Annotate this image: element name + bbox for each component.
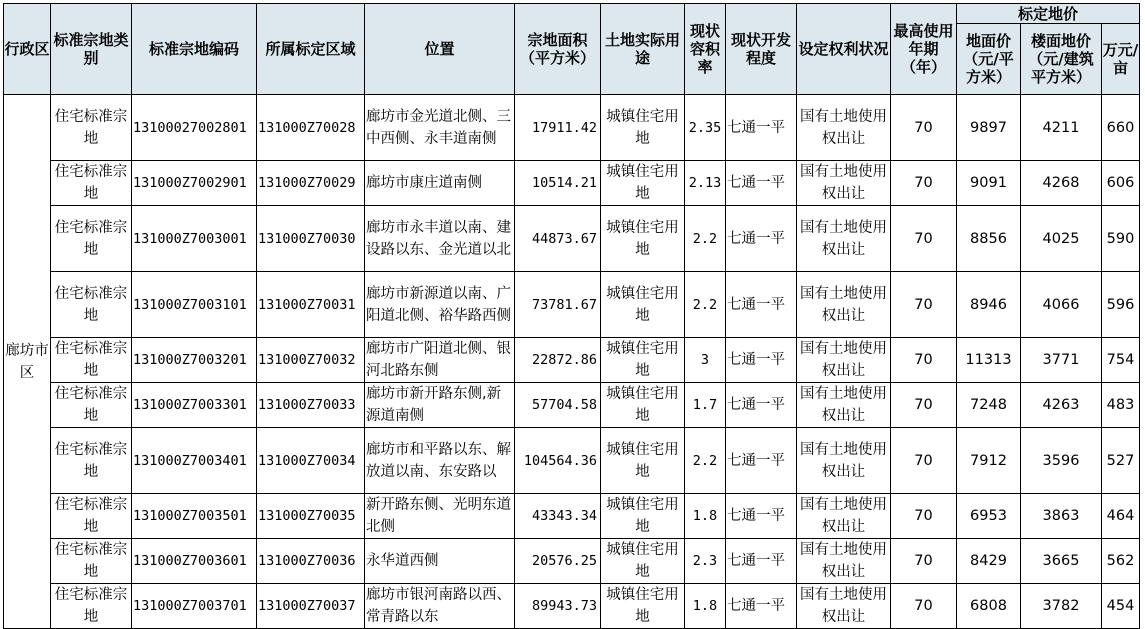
cell-district: 廊坊市区	[4, 95, 51, 629]
cell-category: 住宅标准宗地	[51, 584, 132, 629]
cell-dev: 七通一平	[726, 383, 797, 428]
cell-location: 廊坊市和平路以东、解放道以南、东安路以	[365, 428, 515, 494]
header-district: 行政区	[4, 4, 51, 95]
cell-dev: 七通一平	[726, 494, 797, 539]
cell-dev: 七通一平	[726, 539, 797, 584]
cell-floor-price: 3596	[1021, 428, 1102, 494]
cell-zone: 131000Z70033	[257, 383, 365, 428]
cell-rights: 国有土地使用权出让	[797, 494, 891, 539]
cell-dev: 七通一平	[726, 584, 797, 629]
table-header	[4, 4, 1140, 95]
cell-land-price: 7248	[957, 383, 1021, 428]
cell-location: 廊坊市金光道北侧、三中西侧、永丰道南侧	[365, 95, 515, 161]
cell-far: 2.3	[685, 539, 726, 584]
cell-category: 住宅标准宗地	[51, 383, 132, 428]
cell-rights: 国有土地使用权出让	[797, 428, 891, 494]
cell-floor-price: 3665	[1021, 539, 1102, 584]
cell-zone: 131000Z70037	[257, 584, 365, 629]
cell-code: 131000Z7003701	[132, 584, 257, 629]
cell-rights: 国有土地使用权出让	[797, 539, 891, 584]
cell-term: 70	[891, 383, 957, 428]
cell-category: 住宅标准宗地	[51, 206, 132, 272]
cell-floor-price: 3782	[1021, 584, 1102, 629]
cell-rights: 国有土地使用权出让	[797, 584, 891, 629]
cell-far: 2.2	[685, 206, 726, 272]
cell-mu-price: 596	[1102, 272, 1140, 338]
cell-area: 104564.36	[515, 428, 601, 494]
cell-far: 2.13	[685, 161, 726, 206]
cell-dev: 七通一平	[726, 161, 797, 206]
cell-use: 城镇住宅用地	[601, 161, 685, 206]
cell-mu-price: 454	[1102, 584, 1140, 629]
cell-rights: 国有土地使用权出让	[797, 338, 891, 383]
cell-location: 廊坊市广阳道北侧、银河北路东侧	[365, 338, 515, 383]
table-row	[4, 383, 1140, 428]
cell-area: 22872.86	[515, 338, 601, 383]
cell-far: 2.2	[685, 272, 726, 338]
cell-location: 廊坊市康庄道南侧	[365, 161, 515, 206]
table-row	[4, 338, 1140, 383]
cell-far: 2.2	[685, 428, 726, 494]
cell-land-price: 7912	[957, 428, 1021, 494]
cell-floor-price: 4263	[1021, 383, 1102, 428]
cell-location: 新开路东侧、光明东道北侧	[365, 494, 515, 539]
cell-term: 70	[891, 539, 957, 584]
cell-term: 70	[891, 428, 957, 494]
cell-area: 89943.73	[515, 584, 601, 629]
cell-area: 44873.67	[515, 206, 601, 272]
cell-category: 住宅标准宗地	[51, 428, 132, 494]
cell-category: 住宅标准宗地	[51, 272, 132, 338]
cell-code: 13100027002801	[132, 95, 257, 161]
cell-mu-price: 483	[1102, 383, 1140, 428]
cell-area: 20576.25	[515, 539, 601, 584]
table-row	[4, 95, 1140, 161]
cell-code: 131000Z7002901	[132, 161, 257, 206]
table-row	[4, 428, 1140, 494]
cell-location: 廊坊市新源道以南、广阳道北侧、裕华路西侧	[365, 272, 515, 338]
cell-floor-price: 4211	[1021, 95, 1102, 161]
cell-category: 住宅标准宗地	[51, 494, 132, 539]
cell-far: 1.7	[685, 383, 726, 428]
cell-rights: 国有土地使用权出让	[797, 383, 891, 428]
cell-dev: 七通一平	[726, 206, 797, 272]
cell-rights: 国有土地使用权出让	[797, 161, 891, 206]
cell-use: 城镇住宅用地	[601, 494, 685, 539]
cell-far: 1.8	[685, 494, 726, 539]
cell-code: 131000Z7003001	[132, 206, 257, 272]
cell-category: 住宅标准宗地	[51, 95, 132, 161]
cell-land-price: 6953	[957, 494, 1021, 539]
cell-code: 131000Z7003101	[132, 272, 257, 338]
cell-rights: 国有土地使用权出让	[797, 95, 891, 161]
cell-location: 廊坊市永丰道以南、建设路以东、金光道以北	[365, 206, 515, 272]
cell-rights: 国有土地使用权出让	[797, 206, 891, 272]
cell-term: 70	[891, 161, 957, 206]
cell-mu-price: 606	[1102, 161, 1140, 206]
header-code: 标准宗地编码	[132, 4, 257, 95]
cell-dev: 七通一平	[726, 95, 797, 161]
table-row	[4, 539, 1140, 584]
cell-use: 城镇住宅用地	[601, 584, 685, 629]
cell-term: 70	[891, 584, 957, 629]
header-area: 宗地面积（平方米）	[515, 4, 601, 95]
table-row	[4, 206, 1140, 272]
cell-use: 城镇住宅用地	[601, 272, 685, 338]
cell-land-price: 6808	[957, 584, 1021, 629]
cell-mu-price: 660	[1102, 95, 1140, 161]
cell-location: 廊坊市新开路东侧,新源道南侧	[365, 383, 515, 428]
cell-zone: 131000Z70031	[257, 272, 365, 338]
header-rights: 设定权利状况	[797, 4, 891, 95]
header-price-group: 标定地价	[957, 4, 1140, 24]
cell-category: 住宅标准宗地	[51, 161, 132, 206]
cell-code: 131000Z7003201	[132, 338, 257, 383]
cell-mu-price: 590	[1102, 206, 1140, 272]
cell-dev: 七通一平	[726, 338, 797, 383]
cell-zone: 131000Z70029	[257, 161, 365, 206]
cell-floor-price: 4268	[1021, 161, 1102, 206]
cell-floor-price: 3863	[1021, 494, 1102, 539]
cell-floor-price: 4025	[1021, 206, 1102, 272]
table-row	[4, 494, 1140, 539]
cell-category: 住宅标准宗地	[51, 338, 132, 383]
header-location: 位置	[365, 4, 515, 95]
cell-rights: 国有土地使用权出让	[797, 272, 891, 338]
cell-use: 城镇住宅用地	[601, 95, 685, 161]
cell-far: 1.8	[685, 584, 726, 629]
cell-dev: 七通一平	[726, 272, 797, 338]
table-body	[4, 95, 1140, 629]
cell-code: 131000Z7003401	[132, 428, 257, 494]
cell-zone: 131000Z70028	[257, 95, 365, 161]
header-category: 标准宗地类别	[51, 4, 132, 95]
header-land-price: 地面价（元/平方米）	[957, 24, 1021, 95]
table-row	[4, 161, 1140, 206]
cell-use: 城镇住宅用地	[601, 206, 685, 272]
cell-land-price: 9091	[957, 161, 1021, 206]
cell-mu-price: 464	[1102, 494, 1140, 539]
cell-area: 17911.42	[515, 95, 601, 161]
cell-zone: 131000Z70034	[257, 428, 365, 494]
cell-use: 城镇住宅用地	[601, 428, 685, 494]
cell-land-price: 8429	[957, 539, 1021, 584]
header-zone: 所属标定区域	[257, 4, 365, 95]
cell-use: 城镇住宅用地	[601, 539, 685, 584]
cell-term: 70	[891, 494, 957, 539]
cell-use: 城镇住宅用地	[601, 383, 685, 428]
cell-area: 43343.34	[515, 494, 601, 539]
cell-zone: 131000Z70036	[257, 539, 365, 584]
cell-floor-price: 4066	[1021, 272, 1102, 338]
header-far: 现状容积率	[685, 4, 726, 95]
cell-far: 3	[685, 338, 726, 383]
cell-far: 2.35	[685, 95, 726, 161]
cell-land-price: 11313	[957, 338, 1021, 383]
land-price-table	[3, 3, 1140, 629]
cell-dev: 七通一平	[726, 428, 797, 494]
header-floor-price: 楼面地价（元/建筑平方米）	[1021, 24, 1102, 95]
cell-mu-price: 754	[1102, 338, 1140, 383]
cell-land-price: 8856	[957, 206, 1021, 272]
cell-code: 131000Z7003601	[132, 539, 257, 584]
header-term: 最高使用年期（年）	[891, 4, 957, 95]
cell-category: 住宅标准宗地	[51, 539, 132, 584]
header-dev: 现状开发程度	[726, 4, 797, 95]
cell-mu-price: 527	[1102, 428, 1140, 494]
cell-zone: 131000Z70035	[257, 494, 365, 539]
cell-term: 70	[891, 206, 957, 272]
table-row	[4, 272, 1140, 338]
cell-zone: 131000Z70032	[257, 338, 365, 383]
cell-mu-price: 562	[1102, 539, 1140, 584]
header-mu-price: 万元/亩	[1102, 24, 1140, 95]
cell-code: 131000Z7003501	[132, 494, 257, 539]
cell-location: 永华道西侧	[365, 539, 515, 584]
cell-land-price: 9897	[957, 95, 1021, 161]
cell-area: 73781.67	[515, 272, 601, 338]
cell-area: 10514.21	[515, 161, 601, 206]
header-use: 土地实际用途	[601, 4, 685, 95]
cell-zone: 131000Z70030	[257, 206, 365, 272]
cell-land-price: 8946	[957, 272, 1021, 338]
cell-term: 70	[891, 338, 957, 383]
cell-use: 城镇住宅用地	[601, 338, 685, 383]
cell-term: 70	[891, 272, 957, 338]
cell-location: 廊坊市银河南路以西、常青路以东	[365, 584, 515, 629]
cell-term: 70	[891, 95, 957, 161]
cell-area: 57704.58	[515, 383, 601, 428]
cell-code: 131000Z7003301	[132, 383, 257, 428]
cell-floor-price: 3771	[1021, 338, 1102, 383]
